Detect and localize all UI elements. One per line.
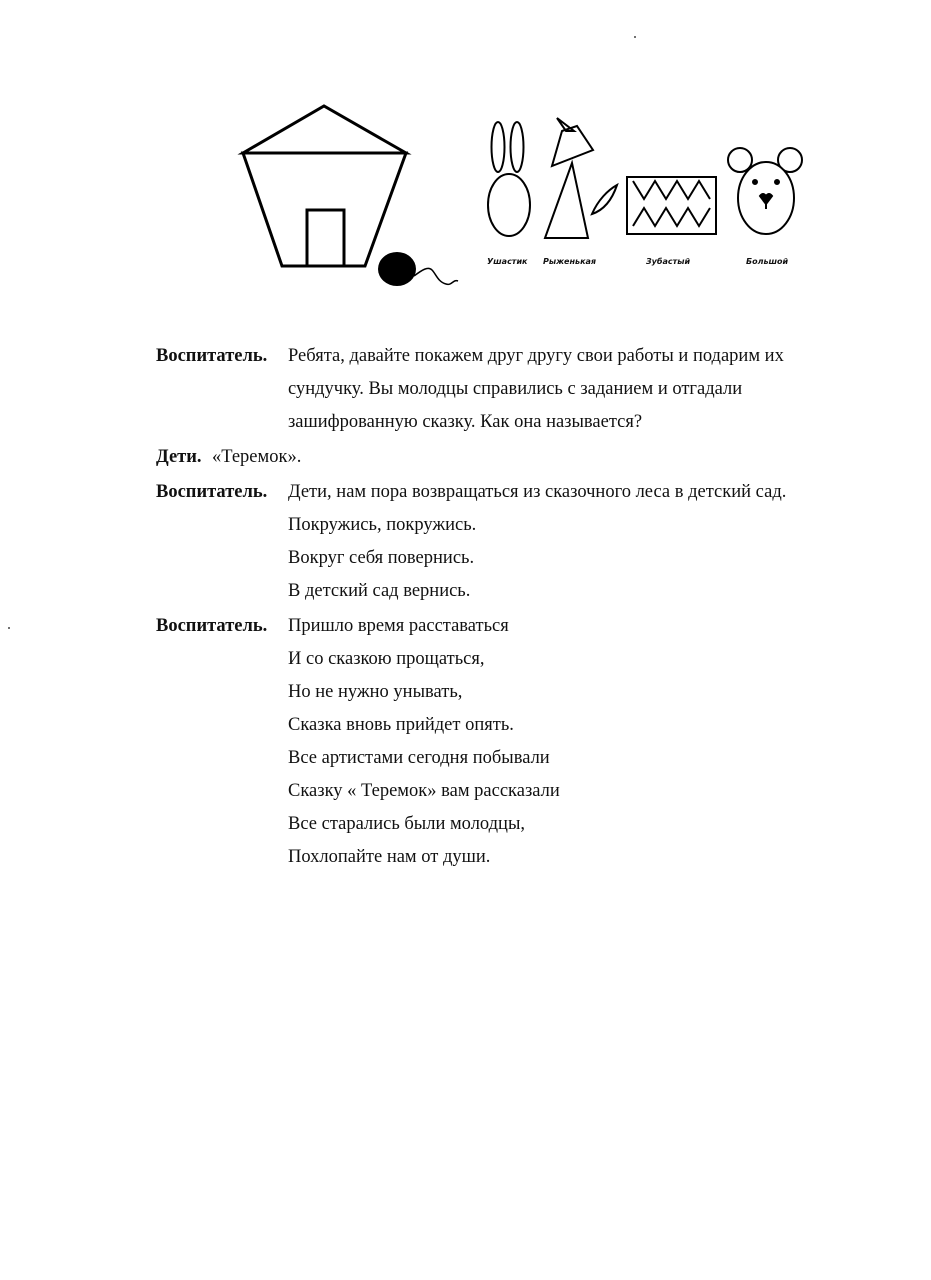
- hare-figure: [488, 122, 530, 236]
- dialogue-line: Сказка вновь прийдет опять.: [288, 715, 514, 735]
- bear-label: Большой: [746, 257, 789, 266]
- bear-figure: [728, 148, 802, 234]
- dialogue-line: Ребята, давайте покажем друг другу свои работы и подарим их: [288, 346, 784, 366]
- dialogue-line: Похлопайте нам от души.: [288, 847, 491, 867]
- dialogue-line: И со сказкою прощаться,: [288, 649, 485, 669]
- scan-speck: [8, 627, 10, 629]
- dialogue-line: Но не нужно унывать,: [288, 682, 463, 702]
- dialogue-line: Покружись, покружись.: [288, 515, 477, 535]
- speaker-label: Воспитатель.: [156, 616, 268, 636]
- wolf-label: Зубастый: [646, 257, 691, 266]
- fox-figure: [545, 118, 617, 238]
- house-figure: [243, 106, 406, 266]
- dialogue-line: В детский сад вернись.: [288, 581, 471, 601]
- dialogue-line: сундучку. Вы молодцы справились с заданием и отгадали: [288, 379, 743, 399]
- speaker-label: Воспитатель.: [156, 346, 268, 366]
- speaker-label: Дети.: [156, 447, 202, 467]
- dialogue-line: «Теремок».: [212, 447, 302, 467]
- dialogue-line: Вокруг себя повернись.: [288, 548, 475, 568]
- dialogue-line: Все артистами сегодня побывали: [288, 748, 550, 768]
- fox-label: Рыженькая: [543, 257, 597, 266]
- yarn-ball-figure: [378, 252, 458, 286]
- dialogue-line: Дети, нам пора возвращаться из сказочного леса в детский сад.: [288, 482, 787, 502]
- figures-drawing: [0, 0, 931, 320]
- dialogue-line: Пришло время расставаться: [288, 616, 509, 636]
- hare-label: Ушастик: [487, 257, 528, 266]
- scan-speck: [634, 36, 636, 38]
- wolf-figure: [627, 177, 716, 234]
- speaker-label: Воспитатель.: [156, 482, 268, 502]
- dialogue-line: Все старались были молодцы,: [288, 814, 526, 834]
- illustration-row: [0, 0, 931, 320]
- dialogue-line: зашифрованную сказку. Как она называется?: [288, 412, 643, 432]
- dialogue-line: Сказку « Теремок» вам рассказали: [288, 781, 560, 801]
